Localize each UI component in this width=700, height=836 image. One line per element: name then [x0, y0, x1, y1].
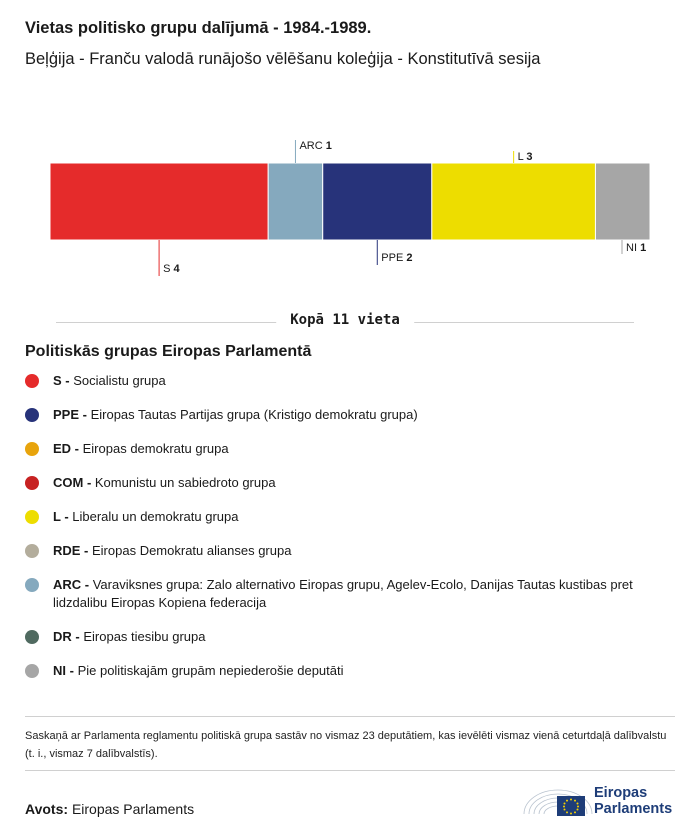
- legend-swatch-icon: [25, 408, 39, 422]
- segment-label-s: S 4: [163, 263, 180, 275]
- legend-item: [25, 542, 685, 560]
- legend-abbr: DR -: [53, 629, 84, 644]
- legend-swatch-icon: [25, 442, 39, 456]
- note-top-divider: [25, 716, 675, 717]
- total-seats: [56, 312, 634, 332]
- footnote: Saskaņā ar Parlamenta reglamentu politiskā grupa sastāv no vismaz 23 deputātiem, kas ievēlēti vismaz vienā ceturtdaļā dalībvalstu (t. i., vismaz 7 dalībvalstīs).: [25, 730, 667, 760]
- segment-label-l: L 3: [517, 151, 533, 163]
- legend-title: Politiskās grupas Eiropas Parlamentā: [25, 343, 312, 360]
- bar-segment-arc: [268, 163, 323, 240]
- legend-abbr: COM -: [53, 475, 95, 490]
- source-value: Eiropas Parlaments: [71, 801, 195, 817]
- legend-item: [25, 474, 685, 492]
- source-line: [25, 801, 194, 817]
- legend-abbr: S -: [53, 373, 74, 388]
- bar-segment-ni: [595, 163, 650, 240]
- legend-item: [25, 372, 685, 390]
- legend-abbr: ED -: [53, 441, 83, 456]
- legend-name: Komunistu un sabiedroto grupa: [94, 475, 276, 490]
- stacked-bar-chart: [0, 130, 700, 290]
- legend-name: Socialistu grupa: [73, 373, 166, 388]
- segment-label-arc: ARC 1: [299, 140, 332, 152]
- legend-swatch-icon: [25, 578, 39, 592]
- legend-swatch-icon: [25, 544, 39, 558]
- legend-item: [25, 628, 685, 646]
- chart-subtitle: Beļģija - Franču valodā runājošo vēlēšanu koleģija - Konstitutīvā sesija: [25, 50, 541, 68]
- legend-abbr: RDE -: [53, 543, 92, 558]
- legend-name: Liberalu un demokratu grupa: [72, 509, 239, 524]
- bar-segment-s: [50, 163, 268, 240]
- legend-item: [25, 406, 685, 424]
- ep-logo-line2: Parlaments: [594, 801, 673, 817]
- legend-swatch-icon: [25, 510, 39, 524]
- segment-label-ni: NI 1: [626, 242, 647, 254]
- legend-item: [25, 576, 685, 612]
- ep-logo-text: [594, 785, 672, 817]
- ep-logo-line1: Eiropas: [594, 785, 648, 801]
- legend-swatch-icon: [25, 664, 39, 678]
- legend-abbr: ARC -: [53, 577, 93, 592]
- legend-swatch-icon: [25, 374, 39, 388]
- legend-name: Eiropas Tautas Partijas grupa (Kristigo demokratu grupa): [90, 407, 418, 422]
- legend-abbr: L -: [53, 509, 73, 524]
- legend: [25, 372, 685, 696]
- legend-item: [25, 440, 685, 458]
- legend-name: Eiropas demokratu grupa: [82, 441, 229, 456]
- source-label: Avots:: [25, 801, 69, 817]
- legend-abbr: NI -: [53, 663, 78, 678]
- legend-name: Eiropas tiesibu grupa: [83, 629, 206, 644]
- note-bottom-divider: [25, 770, 675, 771]
- segment-label-ppe: PPE 2: [381, 252, 413, 264]
- legend-swatch-icon: [25, 476, 39, 490]
- legend-swatch-icon: [25, 630, 39, 644]
- legend-item: [25, 662, 685, 680]
- total-seats-label: Kopā 11 vieta: [276, 312, 414, 328]
- legend-name: Varaviksnes grupa: Zalo alternativo Eiropas grupu, Agelev-Ecolo, Danijas Tautas kustibas pret lidzdalibu Eiropas Kopiena federacija: [53, 577, 633, 610]
- bar-segment-ppe: [323, 163, 432, 240]
- legend-name: Pie politiskajām grupām nepiederošie deputāti: [77, 663, 344, 678]
- legend-abbr: PPE -: [53, 407, 91, 422]
- chart-title: Vietas politisko grupu dalījumā - 1984.-1989.: [25, 19, 372, 37]
- legend-name: Eiropas Demokratu alianses grupa: [92, 543, 292, 558]
- bar-segment-l: [432, 163, 596, 240]
- legend-item: [25, 508, 685, 526]
